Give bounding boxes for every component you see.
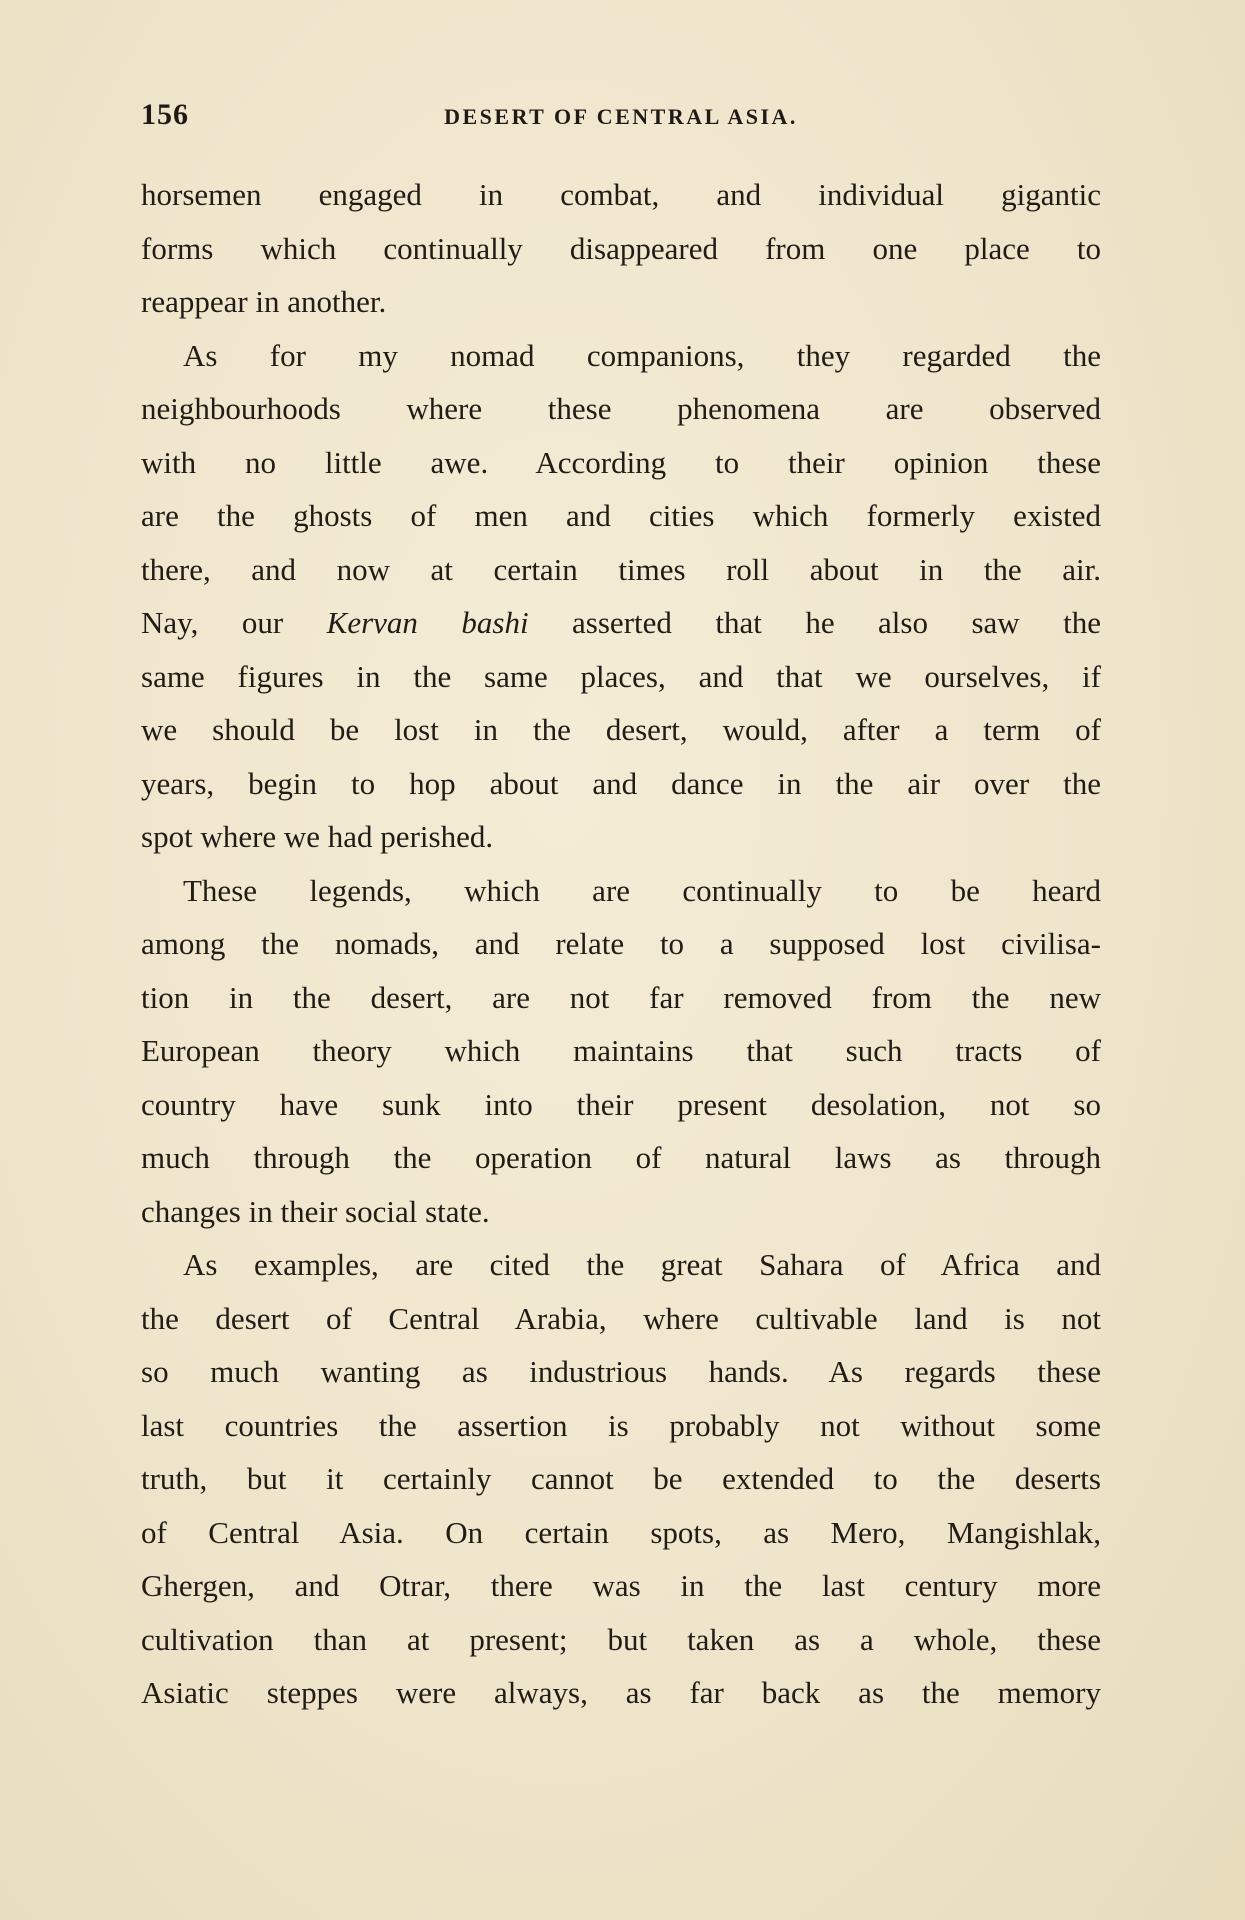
text-line: As for my nomad companions, they regarded the	[183, 337, 1101, 373]
text-line: tion in the desert, are not far removed from the new	[141, 979, 1101, 1015]
text-line: among the nomads, and relate to a supposed lost civilisa-	[141, 926, 1101, 961]
text-line: reappear in another.	[141, 284, 387, 319]
text-line: of Central Asia. On certain spots, as Mero, Mangishlak,	[141, 1514, 1101, 1550]
text-line: years, begin to hop about and dance in the air over the	[141, 765, 1101, 801]
text-line: forms which continually disappeared from one place to	[141, 230, 1101, 266]
text-line: Ghergen, and Otrar, there was in the last century more	[141, 1568, 1101, 1603]
text-line: are the ghosts of men and cities which formerly existed	[141, 498, 1101, 533]
text-line: As examples, are cited the great Sahara of Africa and	[183, 1247, 1101, 1282]
text-line: the desert of Central Arabia, where cultivable land is not	[141, 1300, 1101, 1336]
running-head: DESERT OF CENTRAL ASIA.	[444, 104, 798, 129]
page-number: 156	[141, 98, 189, 131]
body-text	[141, 168, 1101, 1720]
text-line: truth, but it certainly cannot be extended to the deserts	[141, 1461, 1101, 1496]
italic-term: Kervan bashi	[326, 605, 529, 640]
text-line: horsemen engaged in combat, and individual gigantic	[141, 177, 1101, 212]
text-segment: asserted that he also saw the	[528, 605, 1102, 640]
text-line: changes in their social state.	[141, 1193, 490, 1229]
text-line: so much wanting as industrious hands. As regards these	[141, 1354, 1101, 1389]
text-line: there, and now at certain times roll about in the air.	[141, 551, 1101, 587]
page-header	[141, 98, 1101, 138]
text-line: much through the operation of natural laws as through	[141, 1140, 1101, 1175]
text-line: neighbourhoods where these phenomena are observed	[141, 391, 1101, 426]
text-line: European theory which maintains that such tracts of	[141, 1033, 1101, 1068]
text-line: with no little awe. According to their opinion these	[141, 444, 1101, 480]
text-line: country have sunk into their present desolation, not so	[141, 1086, 1101, 1122]
text-line: same figures in the same places, and that we ourselves, if	[141, 658, 1101, 694]
text-segment: Nay, our	[141, 605, 327, 640]
text-line: Asiatic steppes were always, as far back as the memory	[141, 1675, 1101, 1710]
text-line: we should be lost in the desert, would, after a term of	[141, 712, 1101, 747]
text-line: last countries the assertion is probably not without some	[141, 1407, 1101, 1443]
text-line: spot where we had perished.	[141, 819, 494, 854]
text-line-with-italic	[141, 596, 1101, 650]
text-line: These legends, which are continually to be heard	[183, 872, 1101, 908]
text-line: cultivation than at present; but taken as a whole, these	[141, 1621, 1101, 1657]
